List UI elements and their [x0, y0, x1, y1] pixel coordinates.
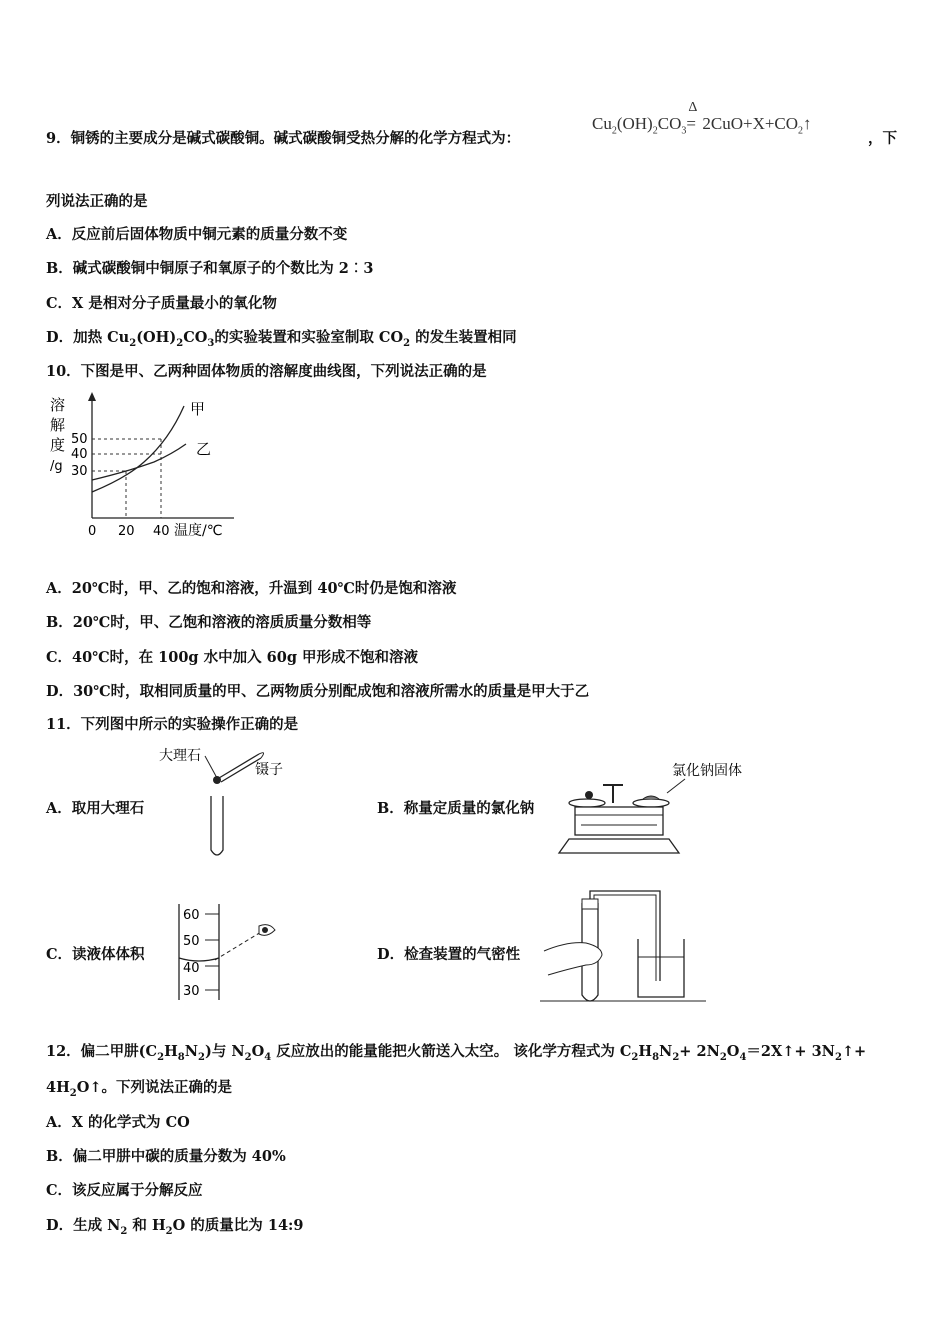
fig-c-60: 60: [183, 908, 200, 923]
y-tick-40: 40: [71, 447, 88, 462]
q12-option-b: B．偏二甲肼中碳的质量分数为 40%: [46, 1148, 286, 1165]
curve-jia: [92, 406, 184, 492]
q11-stem: 11．下列图中所示的实验操作正确的是: [46, 716, 299, 733]
q9-stem-cont: 列说法正确的是: [46, 193, 148, 210]
q12-stem-line1: 12．偏二甲肼$(C_2H_8N_2)$与 $N_2O_4$ 反应放出的能量能把火箭送入太空。 该化学方程式为 $C_2H_8N_2+$ $2N_2O_4=2X↑+$ $3N_2↑+$: [46, 1043, 867, 1063]
fig-a-label-marble: 大理石: [159, 748, 201, 764]
series-label-yi: 乙: [196, 440, 212, 458]
y-label-1: 溶: [50, 396, 66, 414]
q9-option-b: B．碱式碳酸铜中铜原子和氧原子的个数比为 2︰3: [46, 260, 374, 277]
q9-option-a: A．反应前后固体物质中铜元素的质量分数不变: [46, 226, 348, 243]
q12-option-a: A．X 的化学式为 CO: [46, 1114, 190, 1131]
q9-stem: 9．铜锈的主要成分是碱式碳酸铜。碱式碳酸铜受热分解的化学方程式为：: [46, 130, 521, 147]
x-tick-0: 0: [88, 524, 97, 539]
y-tick-30: 30: [71, 464, 88, 479]
solubility-graph: [44, 392, 244, 542]
figure-airtightness-check: [538, 885, 708, 1005]
y-label-2: 解: [50, 416, 66, 434]
q11-option-d: D．检查装置的气密性: [377, 946, 521, 963]
fig-c-40: 40: [183, 961, 200, 976]
series-label-jia: 甲: [190, 400, 206, 418]
figure-graduated-cylinder: [165, 900, 285, 1005]
q10-option-d: D．30℃时，取相同质量的甲、乙两物质分别配成饱和溶液所需水的质量是甲大于乙: [46, 683, 590, 700]
q10-stem: 10．下图是甲、乙两种固体物质的溶解度曲线图，下列说法正确的是: [46, 363, 487, 380]
q11-option-a: A．取用大理石: [46, 800, 145, 817]
curve-yi: [92, 444, 186, 480]
fig-b-label: 氯化钠固体: [672, 763, 742, 779]
y-label-4: /g: [50, 459, 63, 474]
q11-option-c: C．读液体体积: [46, 946, 145, 963]
q9-stem-tail: ，下: [868, 130, 897, 147]
q9-option-d: D．加热 $Cu_2(OH)_2CO_3$的实验装置和实验室制取 $CO_2$ 的发生装置相同: [46, 329, 517, 349]
q12-option-d: D．生成 $N_2$ 和 $H_2O$ 的质量比为 14:9: [46, 1217, 304, 1237]
fig-c-50: 50: [183, 934, 200, 949]
q12-stem-line2: $4H_2O↑$。下列说法正确的是: [46, 1079, 233, 1099]
q12-option-c: C．该反应属于分解反应: [46, 1182, 203, 1199]
q10-option-b: B．20℃时，甲、乙饱和溶液的溶质质量分数相等: [46, 614, 372, 631]
x-tick-20: 20: [118, 524, 135, 539]
figure-tweezers-marble: [155, 742, 295, 862]
x-tick-40: 40: [153, 524, 170, 539]
x-axis-label: 温度/℃: [174, 523, 223, 539]
q11-option-b: B．称量定质量的氯化钠: [377, 800, 535, 817]
q9-equation: $Cu_2(OH)_2CO_3$ Δ = $2CuO+X+CO_2↑$: [592, 100, 812, 137]
q10-option-c: C．40℃时，在 100g 水中加入 60g 甲形成不饱和溶液: [46, 649, 419, 666]
y-tick-50: 50: [71, 432, 88, 447]
q9-option-c: C．X 是相对分子质量最小的氧化物: [46, 295, 277, 312]
y-label-3: 度: [50, 436, 66, 454]
q10-option-a: A．20℃时，甲、乙的饱和溶液，升温到 40℃时仍是饱和溶液: [46, 580, 457, 597]
figure-balance: [555, 755, 755, 860]
fig-a-label-tweezers: 镊子: [255, 762, 283, 778]
fig-c-30: 30: [183, 984, 200, 999]
